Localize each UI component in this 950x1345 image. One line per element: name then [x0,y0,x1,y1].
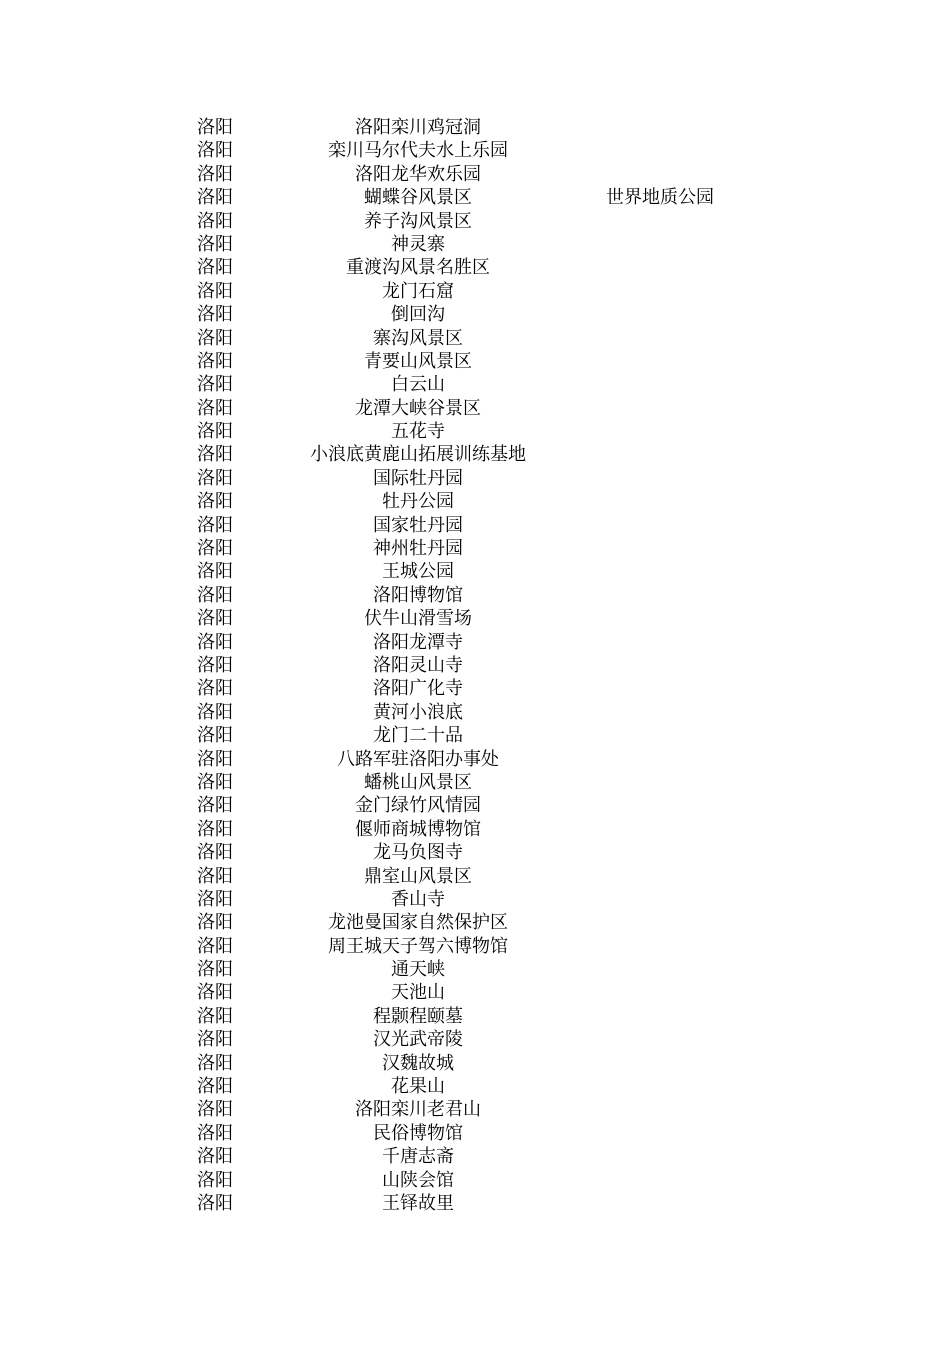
attraction-name-cell: 龙马负图寺 [373,842,463,864]
table-row [0,935,950,958]
attraction-name-cell: 民俗博物馆 [373,1122,463,1144]
table-row [0,467,950,490]
city-cell: 洛阳 [197,514,233,536]
table-row [0,701,950,724]
table-row [0,116,950,139]
city-cell: 洛阳 [197,374,233,396]
attraction-name-cell: 金门绿竹风情园 [355,795,481,817]
city-cell: 洛阳 [197,421,233,443]
attraction-name-cell: 周王城天子驾六博物馆 [328,935,508,957]
attraction-name-cell: 龙潭大峡谷景区 [355,397,481,419]
attraction-name-cell: 洛阳龙潭寺 [373,631,463,653]
table-row [0,958,950,981]
table-row [0,280,950,303]
attraction-name-cell: 洛阳灵山寺 [373,654,463,676]
city-cell: 洛阳 [197,888,233,910]
table-row [0,1052,950,1075]
city-cell: 洛阳 [197,818,233,840]
attraction-name-cell: 通天峡 [391,959,445,981]
table-row [0,607,950,630]
table-row [0,139,950,162]
attraction-name-cell: 龙门二十品 [373,725,463,747]
table-row [0,1098,950,1121]
attraction-name-cell: 八路军驻洛阳办事处 [337,748,499,770]
attraction-name-cell: 汉魏故城 [382,1052,454,1074]
city-cell: 洛阳 [197,912,233,934]
table-row [0,443,950,466]
city-cell: 洛阳 [197,117,233,138]
city-cell: 洛阳 [197,584,233,606]
attractions-table [0,116,950,1215]
attraction-name-cell: 牡丹公园 [382,491,454,513]
city-cell: 洛阳 [197,1052,233,1074]
attraction-name-cell: 千唐志斋 [382,1146,454,1168]
city-cell: 洛阳 [197,1192,233,1214]
attraction-name-cell: 洛阳广化寺 [373,678,463,700]
table-row [0,233,950,256]
table-row [0,771,950,794]
table-row [0,1192,950,1215]
attraction-name-cell: 王城公园 [382,561,454,583]
attraction-name-cell: 国际牡丹园 [373,467,463,489]
city-cell: 洛阳 [197,210,233,232]
city-cell: 洛阳 [197,140,233,162]
table-row [0,1122,950,1145]
city-cell: 洛阳 [197,795,233,817]
table-row [0,981,950,1004]
city-cell: 洛阳 [197,935,233,957]
table-row [0,794,950,817]
table-row [0,397,950,420]
attraction-name-cell: 神州牡丹园 [373,538,463,560]
attraction-name-cell: 五花寺 [391,421,445,443]
city-cell: 洛阳 [197,1005,233,1027]
city-cell: 洛阳 [197,257,233,279]
table-row [0,631,950,654]
table-row [0,256,950,279]
city-cell: 洛阳 [197,233,233,255]
city-cell: 洛阳 [197,678,233,700]
attraction-name-cell: 偃师商城博物馆 [355,818,481,840]
table-row [0,1145,950,1168]
table-row [0,584,950,607]
attraction-name-cell: 蝴蝶谷风景区 [364,187,472,209]
attraction-name-cell: 神灵寨 [391,233,445,255]
attraction-name-cell: 洛阳栾川鸡冠洞 [355,117,481,138]
table-row [0,818,950,841]
note-cell: 世界地质公园 [606,187,714,209]
city-cell: 洛阳 [197,1076,233,1098]
city-cell: 洛阳 [197,865,233,887]
city-cell: 洛阳 [197,748,233,770]
city-cell: 洛阳 [197,304,233,326]
table-row [0,911,950,934]
attraction-name-cell: 洛阳龙华欢乐园 [355,163,481,185]
table-row [0,373,950,396]
table-row [0,1028,950,1051]
city-cell: 洛阳 [197,350,233,372]
city-cell: 洛阳 [197,397,233,419]
attraction-name-cell: 汉光武帝陵 [373,1029,463,1051]
attraction-name-cell: 蟠桃山风景区 [364,771,472,793]
table-row [0,490,950,513]
attraction-name-cell: 洛阳栾川老君山 [355,1099,481,1121]
attraction-name-cell: 山陕会馆 [382,1169,454,1191]
table-row [0,654,950,677]
attraction-name-cell: 天池山 [391,982,445,1004]
attraction-name-cell: 寨沟风景区 [373,327,463,349]
city-cell: 洛阳 [197,608,233,630]
attraction-name-cell: 王铎故里 [382,1192,454,1214]
city-cell: 洛阳 [197,327,233,349]
city-cell: 洛阳 [197,1029,233,1051]
attraction-name-cell: 白云山 [391,374,445,396]
city-cell: 洛阳 [197,187,233,209]
city-cell: 洛阳 [197,771,233,793]
city-cell: 洛阳 [197,280,233,302]
table-row [0,748,950,771]
attraction-name-cell: 花果山 [391,1076,445,1098]
table-row [0,1005,950,1028]
table-row [0,560,950,583]
table-row [0,841,950,864]
table-row [0,327,950,350]
city-cell: 洛阳 [197,701,233,723]
city-cell: 洛阳 [197,654,233,676]
city-cell: 洛阳 [197,631,233,653]
city-cell: 洛阳 [197,538,233,560]
attraction-name-cell: 养子沟风景区 [364,210,472,232]
table-row [0,888,950,911]
city-cell: 洛阳 [197,561,233,583]
table-row [0,303,950,326]
attraction-name-cell: 龙池曼国家自然保护区 [328,912,508,934]
table-row [0,514,950,537]
table-row [0,537,950,560]
table-row [0,724,950,747]
city-cell: 洛阳 [197,725,233,747]
table-row [0,677,950,700]
city-cell: 洛阳 [197,959,233,981]
city-cell: 洛阳 [197,1099,233,1121]
city-cell: 洛阳 [197,842,233,864]
table-row [0,210,950,233]
city-cell: 洛阳 [197,1122,233,1144]
table-row [0,420,950,443]
attraction-name-cell: 程颢程颐墓 [373,1005,463,1027]
city-cell: 洛阳 [197,1169,233,1191]
attraction-name-cell: 鼎室山风景区 [364,865,472,887]
attraction-name-cell: 龙门石窟 [382,280,454,302]
attraction-name-cell: 栾川马尔代夫水上乐园 [328,140,508,162]
city-cell: 洛阳 [197,163,233,185]
attraction-name-cell: 黄河小浪底 [373,701,463,723]
city-cell: 洛阳 [197,444,233,466]
attraction-name-cell: 香山寺 [391,888,445,910]
table-row [0,1169,950,1192]
city-cell: 洛阳 [197,491,233,513]
attraction-name-cell: 倒回沟 [391,304,445,326]
attraction-name-cell: 伏牛山滑雪场 [364,608,472,630]
table-row [0,186,950,209]
attraction-name-cell: 重渡沟风景名胜区 [346,257,490,279]
city-cell: 洛阳 [197,1146,233,1168]
attraction-name-cell: 青要山风景区 [364,350,472,372]
table-row [0,1075,950,1098]
table-row [0,865,950,888]
attraction-name-cell: 洛阳博物馆 [373,584,463,606]
attraction-name-cell: 小浪底黄鹿山拓展训练基地 [310,444,526,466]
city-cell: 洛阳 [197,982,233,1004]
table-row [0,350,950,373]
city-cell: 洛阳 [197,467,233,489]
attraction-name-cell: 国家牡丹园 [373,514,463,536]
table-row [0,163,950,186]
